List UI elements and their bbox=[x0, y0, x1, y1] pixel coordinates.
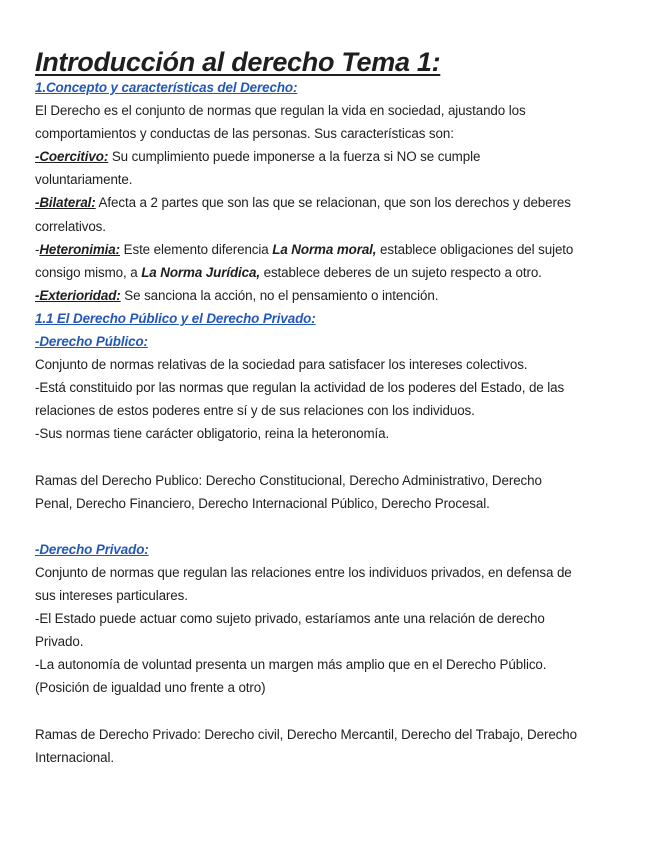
page-title: Introducción al derecho Tema 1: bbox=[35, 47, 441, 77]
section-heading-concepto-text: 1.Concepto y características del Derecho: bbox=[35, 80, 298, 95]
spacer bbox=[35, 515, 621, 538]
intro-line-2: comportamientos y conductas de las personas. Sus características son: bbox=[35, 126, 454, 142]
privado-line-2: sus intereses particulares. bbox=[35, 588, 188, 604]
spacer bbox=[35, 446, 621, 469]
bilateral-term: -Bilateral: bbox=[35, 195, 96, 211]
privado-ramas-line-2: Internacional. bbox=[35, 749, 114, 765]
privado-line-4: Privado. bbox=[35, 634, 84, 650]
publico-line-4: -Sus normas tiene carácter obligatorio, reina la heteronomía. bbox=[35, 426, 390, 442]
publico-line-1: Conjunto de normas relativas de la sociedad para satisfacer los intereses colectivos. bbox=[35, 357, 528, 373]
privado-line-3: -El Estado puede actuar como sujeto privado, estaríamos ante una relación de derecho bbox=[35, 611, 545, 627]
publico-line-2: -Está constituido por las normas que regulan la actividad de los poderes del Estado, de las bbox=[35, 380, 565, 396]
subheading-derecho-privado bbox=[35, 538, 621, 561]
heteronimia-term: Heteronimia: bbox=[39, 241, 121, 257]
spacer bbox=[35, 700, 621, 723]
publico-line-3: relaciones de estos poderes entre sí y de sus relaciones con los individuos. bbox=[35, 403, 475, 419]
privado-line-6: (Posición de igualdad uno frente a otro) bbox=[35, 680, 266, 696]
norma-moral-emphasis: La Norma moral, bbox=[272, 241, 377, 257]
heteronimia-text-a: Este elemento diferencia bbox=[120, 241, 273, 257]
publico-ramas-line-2: Penal, Derecho Financiero, Derecho Internacional Público, Derecho Procesal. bbox=[35, 495, 490, 511]
coercitivo-term: -Coercitivo: bbox=[35, 149, 109, 165]
exterioridad-text: Se sanciona la acción, no el pensamiento o intención. bbox=[120, 287, 439, 303]
document-page bbox=[35, 46, 621, 769]
heteronimia-text-e: establece deberes de un sujeto respecto a otro. bbox=[259, 264, 542, 280]
intro-line-1: El Derecho es el conjunto de normas que regulan la vida en sociedad, ajustando los bbox=[35, 103, 526, 119]
heteronimia-text-d: consigo mismo, a bbox=[35, 264, 142, 280]
heteronimia-text-c: establece obligaciones del sujeto bbox=[376, 241, 574, 257]
heteronimia-line-1 bbox=[35, 238, 621, 261]
privado-line-1: Conjunto de normas que regulan las relaciones entre los individuos privados, en defensa de bbox=[35, 564, 572, 580]
heteronimia-dash: - bbox=[35, 241, 40, 257]
section-heading-concepto bbox=[35, 76, 621, 99]
publico-ramas-line-1: Ramas del Derecho Publico: Derecho Constitucional, Derecho Administrativo, Derecho bbox=[35, 472, 542, 488]
bilateral-line-1 bbox=[35, 191, 621, 214]
norma-juridica-emphasis: La Norma Jurídica, bbox=[141, 264, 260, 280]
privado-line-5: -La autonomía de voluntad presenta un margen más amplio que en el Derecho Público. bbox=[35, 657, 547, 673]
exterioridad-line bbox=[35, 284, 621, 307]
bilateral-text: Afecta a 2 partes que son las que se relacionan, que son los derechos y deberes bbox=[95, 195, 571, 211]
section-heading-publico-privado-text: 1.1 El Derecho Público y el Derecho Privado: bbox=[35, 310, 316, 326]
bilateral-line-2: correlativos. bbox=[35, 218, 106, 234]
section-heading-publico-privado bbox=[35, 307, 621, 330]
coercitivo-line-2: voluntariamente. bbox=[35, 172, 133, 188]
subheading-derecho-publico bbox=[35, 330, 621, 353]
heteronimia-line-2 bbox=[35, 261, 621, 284]
subheading-derecho-privado-text: -Derecho Privado: bbox=[35, 541, 149, 557]
privado-ramas-line-1: Ramas de Derecho Privado: Derecho civil, Derecho Mercantil, Derecho del Trabajo, Derecho bbox=[35, 726, 577, 742]
coercitivo-line-1 bbox=[35, 145, 621, 168]
coercitivo-text: Su cumplimiento puede imponerse a la fuerza si NO se cumple bbox=[108, 149, 481, 165]
exterioridad-term: -Exterioridad: bbox=[35, 287, 121, 303]
subheading-derecho-publico-text: -Derecho Público: bbox=[35, 334, 148, 350]
